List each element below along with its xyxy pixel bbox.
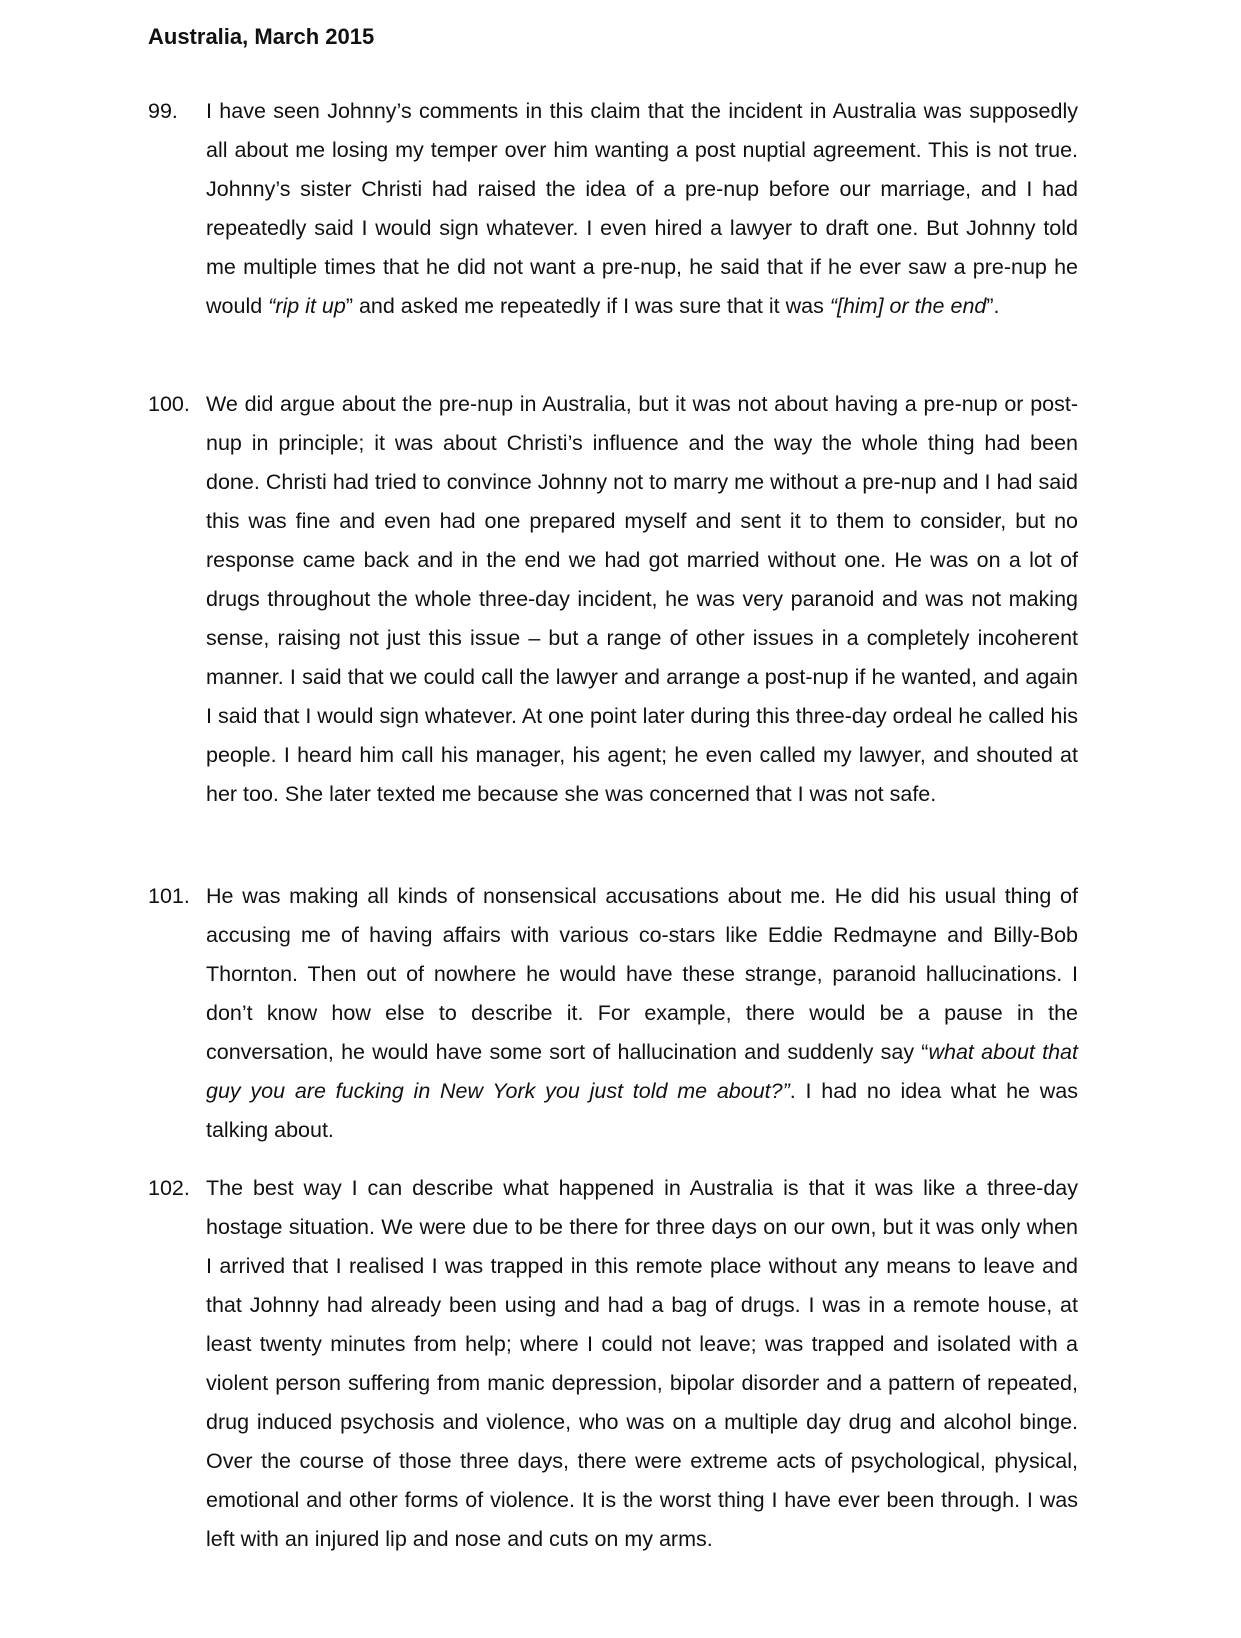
section-heading: Australia, March 2015 bbox=[148, 24, 375, 49]
text-segment: He was making all kinds of nonsensical accusations about me. He did his usual thing of accusing me of having affairs with various co-stars like Eddie Redmayne and Billy-Bob Thornton. Then out of nowhere he would have these strange, paranoid hallucinations. I don’t know how else to describe it. For example, there would be a pause in the conversation, he would have some sort of hallucination and suddenly say “ bbox=[206, 884, 1078, 1064]
paragraph-number: 100. bbox=[148, 392, 190, 416]
paragraph-text bbox=[206, 877, 1078, 1150]
paragraph-text bbox=[206, 385, 1078, 814]
text-segment: We did argue about the pre-nup in Australia, but it was not about having a pre-nup or post-nup in principle; it was about Christi’s influence and the way the whole thing had been done. Christi had tried to convince Johnny not to marry me without a pre-nup and I had said this was fine and even had one prepared myself and sent it to them to consider, but no response came back and in the end we had got married without one. He was on a lot of drugs throughout the whole three-day incident, he was very paranoid and was not making sense, raising not just this issue – but a range of other issues in a completely incoherent manner. I said that we could call the lawyer and arrange a post-nup if he wanted, and again I said that I would sign whatever. At one point later during this three-day ordeal he called his people. I heard him call his manager, his agent; he even called my lawyer, and shouted at her too. She later texted me because she was concerned that I was not safe. bbox=[206, 392, 1078, 806]
paragraph-99 bbox=[148, 92, 1078, 326]
text-segment-italic: “[him] or the end bbox=[829, 294, 987, 318]
text-segment: ”. bbox=[986, 294, 1000, 318]
text-segment-italic: “rip it up bbox=[268, 294, 346, 318]
paragraph-number: 102. bbox=[148, 1176, 190, 1200]
paragraph-101 bbox=[148, 877, 1078, 1150]
paragraph-number: 101. bbox=[148, 884, 190, 908]
paragraph-102 bbox=[148, 1169, 1078, 1559]
paragraph-text bbox=[206, 1169, 1078, 1559]
text-segment: ” and asked me repeatedly if I was sure that it was bbox=[345, 294, 830, 318]
paragraph-100 bbox=[148, 385, 1078, 814]
text-segment-italic: what about that guy you are fucking in New York you just told me about?” bbox=[206, 1040, 1078, 1103]
text-segment: The best way I can describe what happened in Australia is that it was like a three-day hostage situation. We were due to be there for three days on our own, but it was only when I arrived that I realised I was trapped in this remote place without any means to leave and that Johnny had already been using and had a bag of drugs. I was in a remote house, at least twenty minutes from help; where I could not leave; was trapped and isolated with a violent person suffering from manic depression, bipolar disorder and a pattern of repeated, drug induced psychosis and violence, who was on a multiple day drug and alcohol binge. Over the course of those three days, there were extreme acts of psychological, physical, emotional and other forms of violence. It is the worst thing I have ever been through. I was left with an injured lip and nose and cuts on my arms. bbox=[206, 1176, 1078, 1551]
paragraph-text bbox=[206, 92, 1078, 326]
paragraph-number: 99. bbox=[148, 99, 178, 123]
text-segment: I have seen Johnny’s comments in this claim that the incident in Australia was supposedly all about me losing my temper over him wanting a post nuptial agreement. This is not true. Johnny’s sister Christi had raised the idea of a pre-nup before our marriage, and I had repeatedly said I would sign whatever. I even hired a lawyer to draft one. But Johnny told me multiple times that he did not want a pre-nup, he said that if he ever saw a pre-nup he would bbox=[206, 99, 1078, 318]
text-segment: . I had no idea what he was talking about. bbox=[206, 1079, 1079, 1142]
